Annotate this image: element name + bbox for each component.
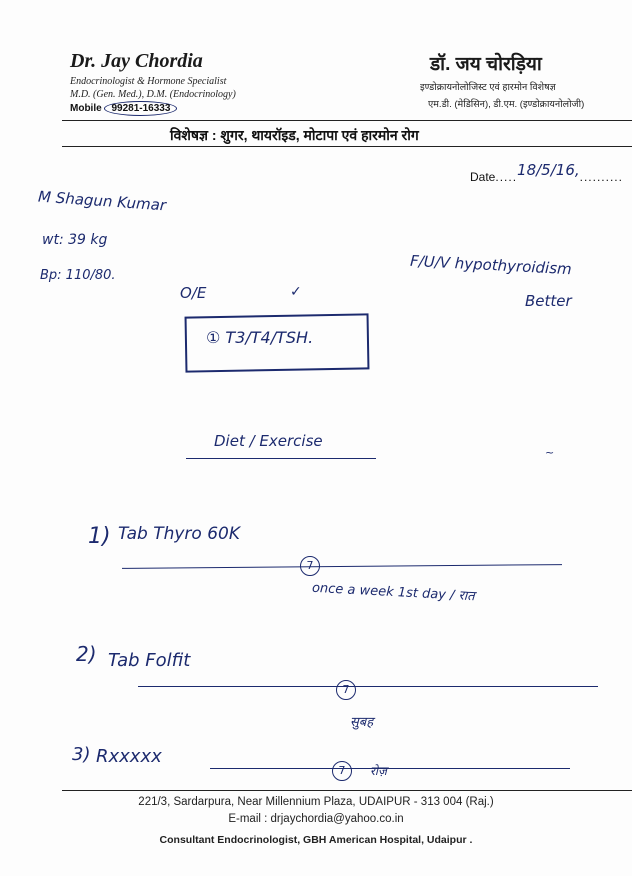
advice-note: Diet / Exercise bbox=[214, 432, 323, 450]
mobile-number: 99281-16333 bbox=[104, 101, 177, 116]
rx1-number: 1) bbox=[88, 524, 111, 549]
date-value: 18/5/16, bbox=[517, 161, 580, 179]
rx3-line bbox=[210, 768, 570, 769]
patient-name: M Shagun Kumar bbox=[37, 187, 167, 215]
rx3-count: 7 bbox=[332, 761, 352, 781]
rx2-dose: सुबह bbox=[350, 715, 374, 730]
doctor-name-en: Dr. Jay Chordia bbox=[70, 50, 203, 72]
footer-rule bbox=[62, 790, 632, 791]
rx2-line bbox=[138, 686, 598, 687]
mobile-line bbox=[70, 103, 177, 114]
rx1-drug: Tab Thyro 60K bbox=[118, 524, 241, 544]
rx2-number: 2) bbox=[76, 642, 97, 666]
investigation-text: ① T3/T4/TSH. bbox=[206, 328, 314, 347]
footer-email: E-mail : drjaychordia@yahoo.co.in bbox=[228, 813, 404, 825]
rx1-dose: once a week 1st day / रात bbox=[311, 580, 475, 605]
expertise-hi: विशेषज्ञ : शुगर, थायरॉइड, मोटापा एवं हारमोन रोग bbox=[170, 127, 419, 143]
advice-underline bbox=[186, 458, 376, 459]
degrees-hi: एम.डी. (मेडिसिन), डी.एम. (इण्डोक्रायनोलोजी) bbox=[428, 99, 585, 110]
rx2-count: 7 bbox=[336, 680, 356, 700]
date-field: Date.....18/5/16,.......... bbox=[470, 161, 623, 184]
degrees-en: M.D. (Gen. Med.), D.M. (Endocrinology) bbox=[70, 89, 236, 100]
specialty-en: Endocrinologist & Hormone Specialist bbox=[70, 76, 227, 87]
footer-address: 221/3, Sardarpura, Near Millennium Plaza, UDAIPUR - 313 004 (Raj.) bbox=[138, 796, 494, 808]
status-note: Better bbox=[525, 292, 572, 310]
stray-mark: ~ bbox=[545, 446, 555, 459]
header-rule-bottom bbox=[62, 146, 632, 147]
date-label: Date bbox=[470, 170, 496, 184]
examination-note: O/E bbox=[180, 284, 207, 302]
doctor-name-hi: डॉ. जय चोरड़िया bbox=[430, 54, 542, 75]
rx3-number: 3) bbox=[72, 744, 91, 765]
patient-weight: wt: 39 kg bbox=[42, 232, 108, 248]
rx2-drug: Tab Folfit bbox=[108, 650, 191, 671]
rx1-count: 7 bbox=[300, 556, 320, 576]
check-mark: ✓ bbox=[290, 284, 302, 300]
footer-consultant: Consultant Endocrinologist, GBH American Hospital, Udaipur . bbox=[159, 834, 473, 846]
mobile-label: Mobile bbox=[70, 103, 102, 114]
rx3-drug: Rxxxxx bbox=[96, 746, 162, 767]
rx1-line bbox=[122, 564, 562, 569]
header-rule-top bbox=[62, 120, 632, 121]
rx3-dose: रोज़ bbox=[370, 764, 387, 778]
patient-bp: Bp: 110/80. bbox=[40, 268, 116, 283]
specialty-hi: इण्डोक्रायनोलोजिस्ट एवं हारमोन विशेषज्ञ bbox=[420, 82, 556, 93]
followup-note: F/U/V hypothyroidism bbox=[409, 251, 573, 279]
